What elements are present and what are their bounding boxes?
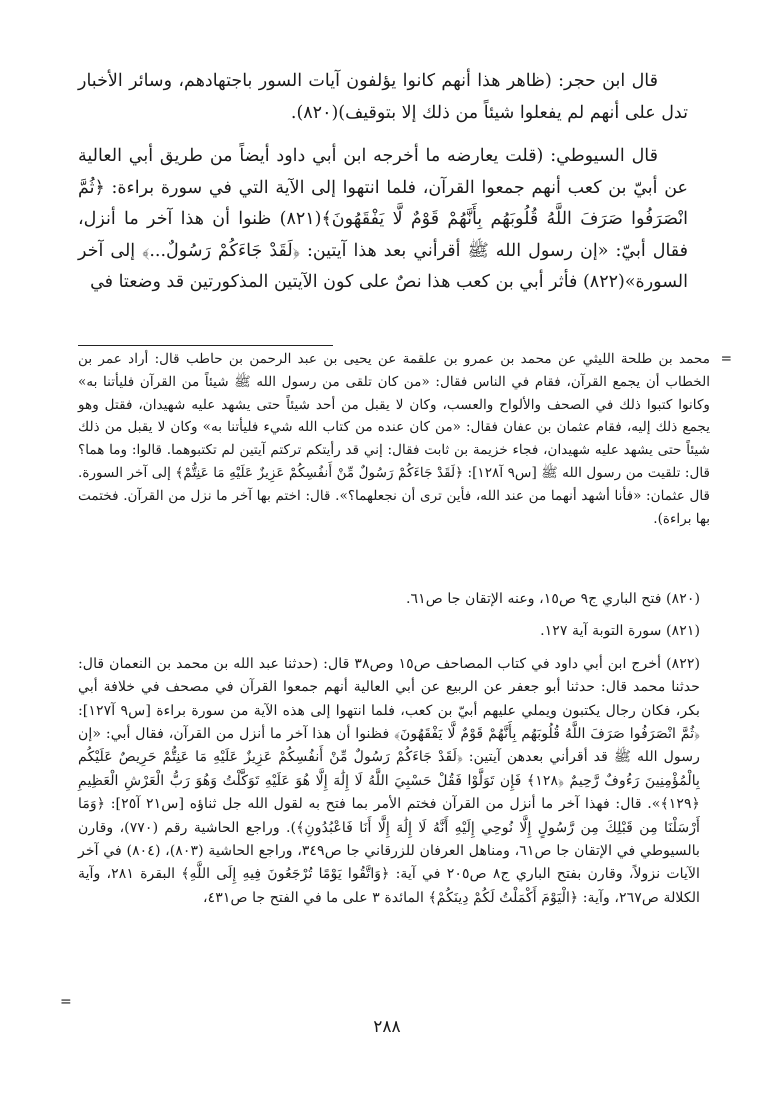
paragraph-ibn-hajar: قال ابن حجر: (ظاهر هذا أنهم كانوا يؤلفون آيات السور باجتهادهم، وسائر الأخبار تدل على أنهم لم يفعلوا شيئاً من ذلك إلا بتوقيف)(٨٢٠). [78, 71, 688, 123]
footnote-822 [78, 653, 700, 910]
footnote-820 [78, 588, 700, 611]
footnote-number: (٨٢٠) [666, 591, 700, 607]
continuation-mark-end: = [60, 994, 72, 1010]
footnote-821 [78, 620, 700, 643]
footnotes [78, 588, 700, 919]
footnote-number: (٨٢٢) [666, 655, 701, 672]
footnote-separator [78, 345, 333, 346]
page-number: ٢٨٨ [373, 1017, 401, 1037]
continued-footnote [78, 348, 732, 530]
continuation-mark: = [720, 351, 732, 367]
footnote-text: فتح الباري ج٩ ص١٥، وعنه الإتقان جا ص٦١. [406, 591, 662, 607]
footnote-text: أخرج ابن أبي داود في كتاب المصاحف ص١٥ وص٣٨ قال: (حدثنا عبد الله بن محمد بن النعمان قال: حدثنا محمد قال: حدثنا أبو جعفر عن الربيع عن أبي العالية أنهم جمعوا القرآن في مصحف في خلافة أبي بكر، فكان رجال يكتبون ويملي عليهم أبيّ بن كعب، فلما انتهوا إلى هذه الآية من سورة براءة [س٩ آ١٢٧]: ﴿ثُمَّ انْصَرَفُوا صَرَفَ اللَّهُ قُلُوبَهُم بِأَنَّهُمْ قَوْمٌ لَّا يَفْقَهُونَ﴾ فظنوا أن هذا آخر ما أنزل من القرآن، فقال أبي: «إن رسول الله ﷺ قد أقرأني بعدهن آيتين: ﴿لَقَدْ جَاءَكُمْ رَسُولٌ مِّنْ أَنفُسِكُمْ عَزِيزٌ عَلَيْهِ مَا عَنِتُّمْ حَرِيصٌ عَلَيْكُم بِالْمُؤْمِنِينَ رَءُوفٌ رَّحِيمٌ ﴿١٢٨﴾ فَإِن تَوَلَّوْا فَقُلْ حَسْبِيَ اللَّهُ لَا إِلَٰهَ إِلَّا هُوَ عَلَيْهِ تَوَكَّلْتُ وَهُوَ رَبُّ الْعَرْشِ الْعَظِيمِ ﴿١٢٩﴾». قال: فهذا آخر ما أنزل من القرآن فختم الأمر بما فتح به لقول الله جل ثناؤه [س٢١ آ٢٥]: ﴿وَمَا أَرْسَلْنَا مِن قَبْلِكَ مِن رَّسُولٍ إِلَّا نُوحِي إِلَيْهِ أَنَّهُ لَا إِلَٰهَ إِلَّا أَنَا فَاعْبُدُونِ﴾). وراجع الحاشية رقم (٧٧٠)، وقارن بالسيوطي في الإتقان جا ص٦١، ومناهل العرفان للزرقاني جا ص٣٤٩، وراجع الحاشية (٨٠٣)، (٨٠٤) في آخر الآيات نزولاً، وقارن بفتح الباري ج٨ ص٢٠٥ في آية: ﴿وَاتَّقُوا يَوْمًا تُرْجَعُونَ فِيهِ إِلَى اللَّهِ﴾ البقرة ٢٨١، وآية الكلالة ص٢٦٧، وآية: ﴿الْيَوْمَ أَكْمَلْتُ لَكُمْ دِينَكُمْ﴾ المائدة ٣ على ما في الفتح جا ص٤٣١، [78, 655, 700, 906]
paragraph-suyuti: قال السيوطي: (قلت يعارضه ما أخرجه ابن أبي داود أيضاً من طريق أبي العالية عن أبيّ بن كعب أنهم جمعوا القرآن، فلما انتهوا إلى الآية التي في سورة براءة: ﴿ثُمَّ انْصَرَفُوا صَرَفَ اللَّهُ قُلُوبَهُم بِأَنَّهُمْ قَوْمٌ لَّا يَفْقَهُونَ﴾(٨٢١) ظنوا أن هذا آخر ما أنزل، فقال أبيّ: «إن رسول الله ﷺ أقرأني بعد هذا آيتين: ﴿لَقَدْ جَاءَكُمْ رَسُولٌ...﴾ إلى آخر السورة»(٨٢٢) فأثر أبي بن كعب هذا نصٌ على كون الآيتين المذكورتين قد وضعتا في [78, 146, 688, 292]
main-text [78, 66, 688, 311]
continued-footnote-text: محمد بن طلحة الليثي عن محمد بن عمرو بن علقمة عن يحيى بن عبد الرحمن بن حاطب قال: أراد عمر بن الخطاب أن يجمع القرآن، فقام في الناس فقال: «من كان تلقى من رسول الله ﷺ شيئاً من القرآن فليأتنا به» وكانوا كتبوا ذلك في الصحف والألواح والعسب، وكان لا يقبل من أحد شيئاً حتى يشهد عليه شهيدان، فقتل وهو يجمع ذلك إليه، فقام عثمان بن عفان فقال: «من كان عنده من كتاب الله شيء فليأتنا به» وكان لا يقبل من ذلك شيئاً حتى يشهد عليه شهيدان، فجاء خزيمة بن ثابت فقال: إني قد رأيتكم تركتم آيتين لم تكتبوهما. قالوا: وما هما؟ قال: تلقيت من رسول الله ﷺ [س٩ آ١٢٨]: ﴿لَقَدْ جَاءَكُمْ رَسُولٌ مِّنْ أَنفُسِكُمْ عَزِيزٌ عَلَيْهِ مَا عَنِتُّمْ﴾ إلى آخر السورة. قال عثمان: «فأنا أشهد أنهما من عند الله، فأين ترى أن نجعلهما؟». قال: اختم بها آخر ما نزل من القرآن. فختمت بها براءة). [78, 351, 710, 527]
footnote-text: سورة التوبة آية ١٢٧. [540, 623, 662, 640]
footnote-number: (٨٢١) [666, 623, 700, 640]
